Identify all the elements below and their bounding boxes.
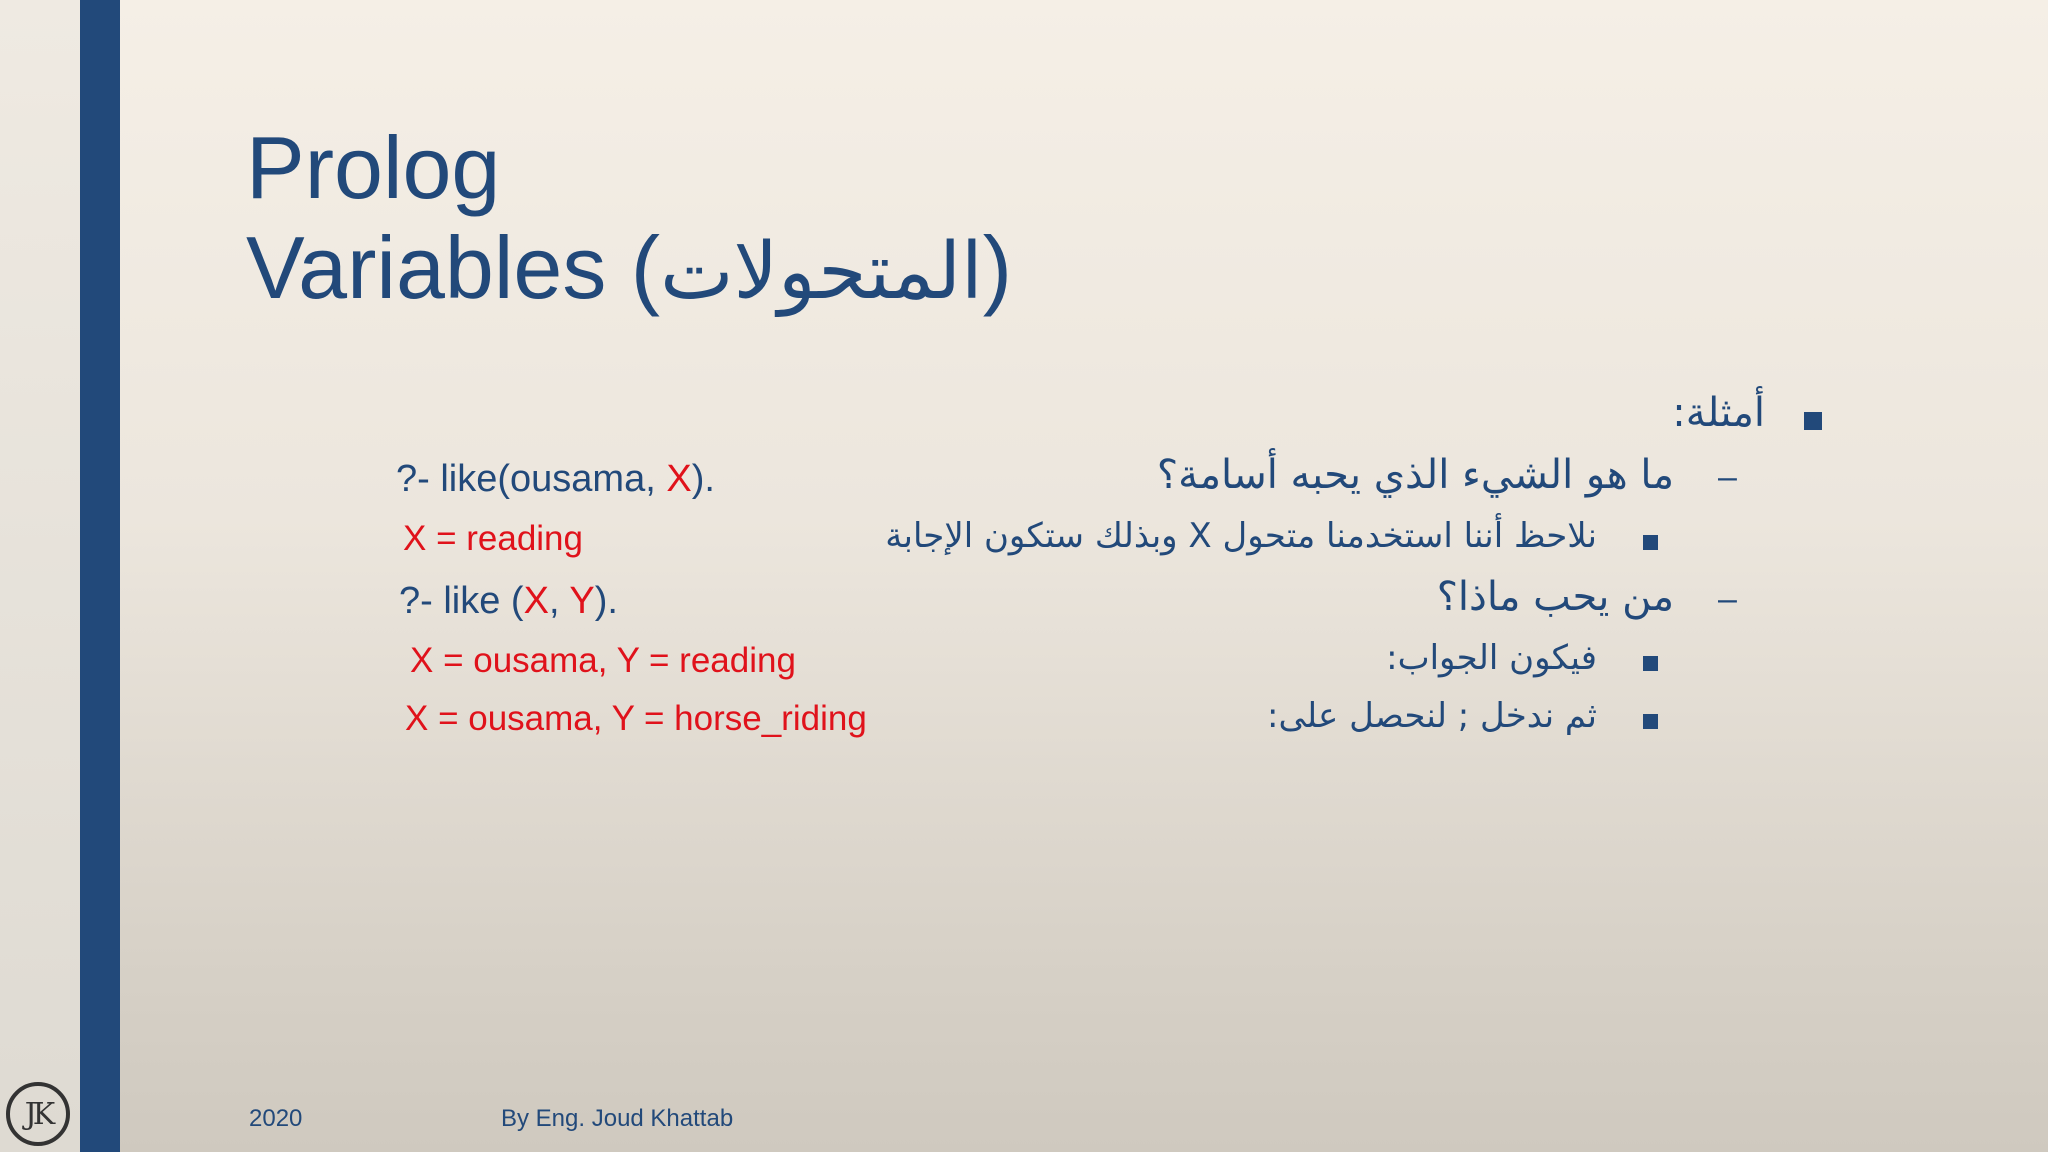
next-label: ثم ندخل ; لنحصل على: [1267,696,1597,736]
bullet-dash: – [1718,580,1737,618]
query-1 [396,458,715,501]
query-2-prefix: ?- like ( [399,580,524,622]
query-2-sep: , [548,580,570,622]
accent-bar [80,0,120,1152]
logo-text: JK [24,1096,52,1132]
answer-2b: X = ousama, Y = horse_riding [405,699,867,738]
title-variables: Variables ( [246,218,661,317]
bullet-dash: – [1718,458,1737,496]
query-2-suffix: ). [594,580,618,622]
bullet-square [1643,656,1658,671]
query-2 [399,580,618,623]
query-1-var: X [666,458,692,500]
answer-1: X = reading [403,519,583,558]
title-line-1: Prolog [246,118,501,217]
left-margin [0,0,80,1152]
title-close-paren: ) [982,218,1013,317]
query-2-var-y: Y [569,580,595,622]
note-1: نلاحظ أننا استخدمنا متحول X وبذلك ستكون الإجابة [885,516,1597,556]
question-1: ما هو الشيء الذي يحبه أسامة؟ [1156,452,1674,498]
examples-heading: أمثلة: [1672,390,1765,436]
jk-logo [6,1082,70,1146]
answer-2a: X = ousama, Y = reading [410,641,796,680]
bullet-square [1804,412,1822,430]
title-line-2 [246,218,1012,322]
footer-year: 2020 [249,1105,303,1132]
bullet-square [1643,535,1658,550]
query-1-suffix: ). [691,458,715,500]
answer-label: فيكون الجواب: [1386,638,1597,678]
footer-author: By Eng. Joud Khattab [501,1105,734,1132]
bullet-square [1643,714,1658,729]
question-2: من يحب ماذا؟ [1436,574,1674,620]
title-arabic: المتحولات [660,227,983,317]
slide-title [246,118,1012,322]
query-2-var-x: X [523,580,549,622]
query-1-prefix: ?- like(ousama, [396,458,667,500]
